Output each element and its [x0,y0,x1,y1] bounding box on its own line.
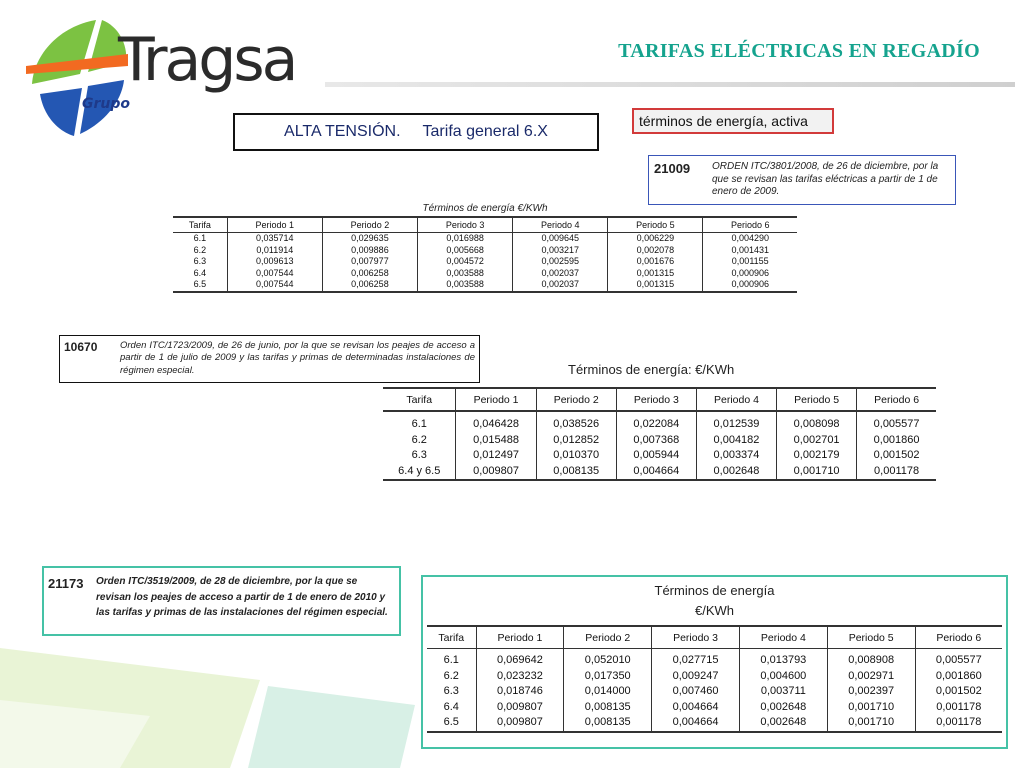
table-row [427,684,1002,700]
table-cell: 0,001315 [608,279,703,292]
table-cell: 0,001710 [777,464,857,481]
table-cell: 0,009807 [456,464,536,481]
column-header: Tarifa [427,626,476,649]
table-cell: 0,001315 [608,268,703,280]
table-cell: 0,009807 [476,715,564,732]
table-cell: 6.2 [193,244,207,255]
table-cell: 0,001178 [857,464,936,481]
table-cell: 0,013793 [739,649,827,669]
table-cell: 0,000906 [703,279,797,292]
table-cell: 0,009247 [652,669,740,685]
table-cell: 0,011914 [227,245,322,257]
table-cell: 6.4 [193,267,207,278]
reference-box-21009 [648,155,956,205]
table-cell: 0,004182 [696,433,776,449]
table-cell: 6.2 [443,669,459,682]
table-cell: 0,017350 [564,669,652,685]
table-cell: 0,029635 [322,233,417,245]
table-cell: 6.1 [193,233,207,243]
table-cell: 0,002971 [827,669,915,685]
logo-wordmark: Tragsa [118,25,296,95]
table-cell: 6.5 [193,279,207,289]
table-cell: 0,023232 [476,669,564,685]
alta-tension-label: ALTA TENSIÓN. [284,123,401,140]
table-cell: 0,014000 [564,684,652,700]
table-cell: 0,012852 [536,433,616,449]
table-cell: 0,046428 [456,411,536,433]
table-cell: 0,002648 [739,715,827,732]
table-cell: 6.1 [411,418,427,430]
table-cell: 0,006258 [322,279,417,292]
column-header: Periodo 5 [608,217,703,233]
energy-table-2010 [421,575,1008,749]
table-cell: 0,009886 [322,245,417,257]
table-cell: 0,001676 [608,256,703,268]
reference-text: Orden ITC/1723/2009, de 26 de junio, por la que se revisan los peajes de acceso a partir de 1 de julio de 2009 y las tarifas y primas de determinadas instalaciones de régimen especial. [120,340,475,376]
table-cell: 0,001502 [915,684,1002,700]
table-cell: 0,004600 [739,669,827,685]
table-cell: 6.3 [411,449,427,461]
column-header: Periodo 2 [322,217,417,233]
column-header: Tarifa [173,217,227,233]
table-caption: Términos de energía [654,583,775,598]
table-cell: 0,001502 [857,448,936,464]
table-cell: 0,001155 [703,256,797,268]
table-cell: 0,015488 [456,433,536,449]
table-cell: 0,005668 [418,245,513,257]
energy-table-2009 [173,201,797,293]
column-header: Periodo 4 [696,388,776,411]
table-cell: 6.5 [443,716,459,728]
table-caption: Términos de energía: €/KWh [568,362,735,377]
table-cell: 0,005944 [616,448,696,464]
column-header: Periodo 6 [915,626,1002,649]
table-cell: 0,007544 [227,268,322,280]
table-row [173,256,797,268]
table-caption: Términos de energía €/KWh [422,203,548,214]
table-row [173,279,797,292]
table-cell: 6.4 y 6.5 [398,464,441,477]
table-cell: 0,018746 [476,684,564,700]
column-header: Periodo 1 [476,626,564,649]
table-cell: 0,004290 [703,233,797,245]
table-row [173,268,797,280]
table-cell: 0,069642 [476,649,564,669]
table-cell: 0,004572 [418,256,513,268]
table-cell: 0,008098 [777,411,857,433]
table-cell: 0,009645 [513,233,608,245]
table-cell: 0,003711 [739,684,827,700]
table-cell: 0,003217 [513,245,608,257]
table-cell: 0,001710 [827,715,915,732]
table-cell: 0,002701 [777,433,857,449]
table-cell: 0,002648 [696,464,776,481]
column-header: Periodo 2 [564,626,652,649]
terminos-energia-label: términos de energía, activa [632,108,834,134]
table-cell: 0,006258 [322,268,417,280]
table-cell: 0,004664 [616,464,696,481]
column-header: Periodo 5 [777,388,857,411]
slide-title: TARIFAS ELÉCTRICAS EN REGADÍO [618,40,980,62]
column-header: Periodo 4 [513,217,608,233]
column-header: Periodo 3 [616,388,696,411]
table-cell: 0,008135 [536,464,616,481]
table-row [383,464,936,481]
logo-mark-icon [22,14,132,139]
reference-number: 21009 [654,161,691,176]
logo-subtitle: Grupo [82,96,131,112]
table-cell: 0,008135 [564,700,652,716]
table-cell: 0,003374 [696,448,776,464]
table-cell: 0,007544 [227,279,322,292]
table-cell: 6.1 [443,654,459,666]
table-cell: 6.2 [411,433,427,446]
reference-text: Orden ITC/3519/2009, de 28 de diciembre, por la que se revisan los peajes de acceso a partir de 1 de enero de 2010 y las tarifas y primas de las instalaciones del régimen especial. [96,576,388,618]
table-row [427,649,1002,669]
table-cell: 0,008135 [564,715,652,732]
table-cell: 0,009613 [227,256,322,268]
table-cell: 6.3 [193,256,207,266]
reference-box-21173 [42,566,401,636]
table-cell: 0,005577 [857,411,936,433]
title-divider [325,82,1015,87]
column-header: Periodo 5 [827,626,915,649]
table-cell: 0,002648 [739,700,827,716]
table-cell: 0,007368 [616,433,696,449]
table-cell: 0,001178 [915,700,1002,716]
tarifa-general-label: Tarifa general 6.X [422,123,548,140]
table-row [173,233,797,245]
table-cell: 0,027715 [652,649,740,669]
table-cell: 0,003588 [418,279,513,292]
table-cell: 0,003588 [418,268,513,280]
table-cell: 0,002037 [513,268,608,280]
table-cell: 0,022084 [616,411,696,433]
energy-table-2009-july [383,360,936,481]
column-header: Periodo 4 [739,626,827,649]
table-cell: 0,006229 [608,233,703,245]
table-cell: 0,001431 [703,245,797,257]
table-cell: 0,004664 [652,715,740,732]
table-cell: 0,002179 [777,448,857,464]
table-row [383,448,936,464]
column-header: Periodo 1 [227,217,322,233]
table-cell: 0,002037 [513,279,608,292]
table-cell: 0,007977 [322,256,417,268]
column-header: Periodo 6 [857,388,936,411]
bg-teal-band [248,686,415,768]
table-cell: 0,000906 [703,268,797,280]
table-caption-unit: €/KWh [694,603,734,618]
table-cell: 0,016988 [418,233,513,245]
table-row [427,700,1002,716]
table-row [427,669,1002,685]
column-header: Periodo 3 [652,626,740,649]
column-header: Periodo 6 [703,217,797,233]
table-row [383,411,936,433]
reference-number: 10670 [64,340,98,354]
table-cell: 0,001860 [915,669,1002,685]
column-header: Periodo 2 [536,388,616,411]
table-row [427,715,1002,732]
table-row [173,245,797,257]
table-row [383,433,936,449]
table-cell: 0,002595 [513,256,608,268]
table-cell: 0,009807 [476,700,564,716]
table-cell: 0,002078 [608,245,703,257]
table-cell: 0,001860 [857,433,936,449]
table-cell: 0,012539 [696,411,776,433]
table-cell: 0,052010 [564,649,652,669]
table-cell: 0,008908 [827,649,915,669]
table-cell: 6.3 [443,685,459,697]
column-header: Periodo 3 [418,217,513,233]
table-cell: 0,002397 [827,684,915,700]
column-header: Tarifa [383,388,456,411]
column-header: Periodo 1 [456,388,536,411]
table-cell: 0,035714 [227,233,322,245]
table-cell: 0,038526 [536,411,616,433]
table-cell: 0,004664 [652,700,740,716]
table-cell: 0,001710 [827,700,915,716]
reference-text: ORDEN ITC/3801/2008, de 26 de diciembre, por la que se revisan las tarifas eléctricas a partir de 1 de enero de 2009. [712,161,939,197]
table-cell: 0,001178 [915,715,1002,732]
table-cell: 6.4 [443,700,459,713]
table-cell: 0,010370 [536,448,616,464]
table-cell: 0,012497 [456,448,536,464]
alta-tension-box [233,113,599,151]
table-cell: 0,005577 [915,649,1002,669]
table-cell: 0,007460 [652,684,740,700]
reference-number: 21173 [48,576,84,591]
